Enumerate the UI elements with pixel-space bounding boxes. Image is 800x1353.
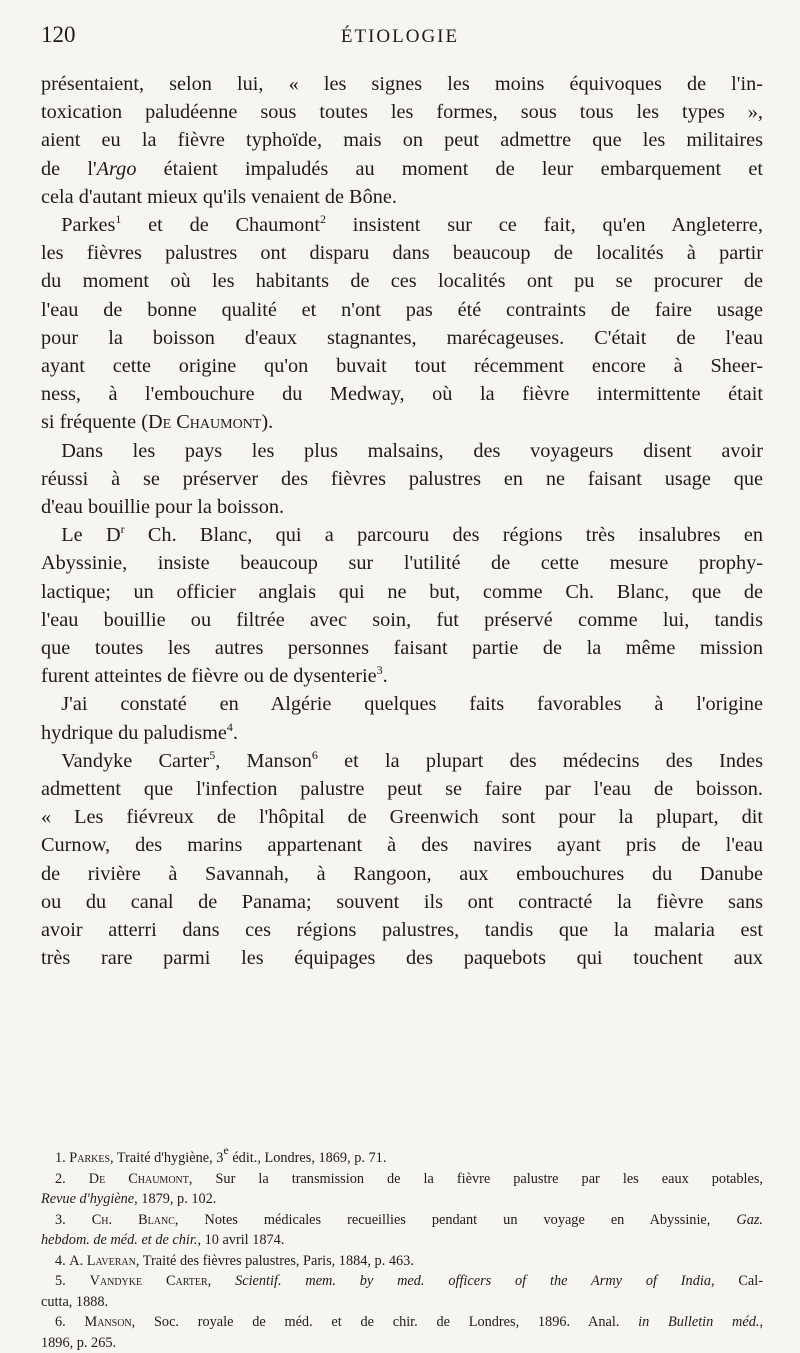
body-text [41,70,763,973]
footnote: 6. Manson, Soc. royale de méd. et de chir. de Londres, 1896. Anal. in Bulletin méd., 1896, p. 265. [41,1314,764,1351]
page-header [41,22,759,56]
page-number: 120 [41,22,76,47]
paragraph: Le $D^r$ Ch. Blanc, qui a parcouru des régions très insalubres en Abyssinie, insiste beaucoup sur l'utilité de cette mesure prophy- lactique; un officier anglais qui ne but, comme Ch. Blanc, que de l'eau bouillie ou filtrée avec soin, fut préservé comme lui, tandis que toutes les autres personnes faisant partie de la même mission furent atteintes de fièvre ou de dysenterie$^3$. [41,522,763,688]
footnote-ref: 3 [376,663,383,678]
paragraph: Vandyke Carter$^5$, Manson$^6$ et la plupart des médecins des Indes admettent que l'infection palustre peut se faire par l'eau de boisson. « Les fiévreux de l'hôpital de Greenwich sont pour la plupart, dit Curnow, des marins appartenant à des navires ayant pris de l'eau de rivière à Savannah, à Rangoon, aux embouchures du Danube ou du canal de Panama; souvent ils ont contracté la fièvre sans avoir atterri dans ces régions palustres, tandis que la malaria est très rare parmi les équipages des paquebots qui touchent aux [41,747,763,970]
footnote: 1. Parkes, Traité d'hygiène, 3e édit., Londres, 1869, p. 71. [55,1143,387,1166]
footnote: 3. Ch. Blanc, Notes médicales recueillies pendant un voyage en Abyssinie, Gaz. hebdom. de méd. et de chir., 10 avril 1874. [41,1211,764,1248]
footnote: 4. A. Laveran, Traité des fièvres palustres, Paris, 1884, p. 463. [55,1252,414,1269]
paragraph: Parkes$^1$ et de Chaumont$^2$ insistent sur ce fait, qu'en Angleterre, les fièvres palustres ont disparu dans beaucoup de localités à partir du moment où les habitants de ces localités ont pu se procurer de l'eau de bonne qualité et n'ont pas été contraints de faire usage pour la boisson d'eaux stagnantes, marécageuses. C'était de l'eau ayant cette origine qu'on buvait tout récemment encore à Sheer- ness, à l'embouchure du Medway, où la fièvre intermittente était si fréquente (De Chaumont). [41,212,763,434]
footnote-ref: 2 [320,212,327,227]
paragraph: Dans les pays les plus malsains, des voyageurs disent avoir réussi à se préserver des fièvres palustres en ne faisant usage que d'eau bouillie pour la boisson. [41,439,763,519]
footnote-ref: 6 [311,747,318,762]
footnote-ref: 1 [115,212,122,227]
footnote-ref: 5 [209,747,216,762]
running-title: ÉTIOLOGIE [340,26,460,47]
footnote: 2. De Chaumont, Sur la transmission de la fièvre palustre par les eaux potables, Revue d'hygiène, 1879, p. 102. [41,1170,763,1207]
paragraph: J'ai constaté en Algérie quelques faits favorables à l'origine hydrique du paludisme$^4$. [41,693,763,744]
footnotes [41,1143,764,1353]
footnote: 5. Vandyke Carter, Scientif. mem. by med. officers of the Army of India, Cal- cutta, 1888. [41,1273,763,1310]
ship-name: Argo [96,157,137,180]
footnote-ref: 4 [226,719,233,734]
paragraph: présentaient, selon lui, « les signes les moins équivoques de l'in- toxication paludéenne sous toutes les formes, sous tous les types », aient eu la fièvre typhoïde, mais on peut admettre que les militaires de l'Argo étaient impaludés au moment de leur embarquement et cela d'autant mieux qu'ils venaient de Bône. [41,73,763,208]
